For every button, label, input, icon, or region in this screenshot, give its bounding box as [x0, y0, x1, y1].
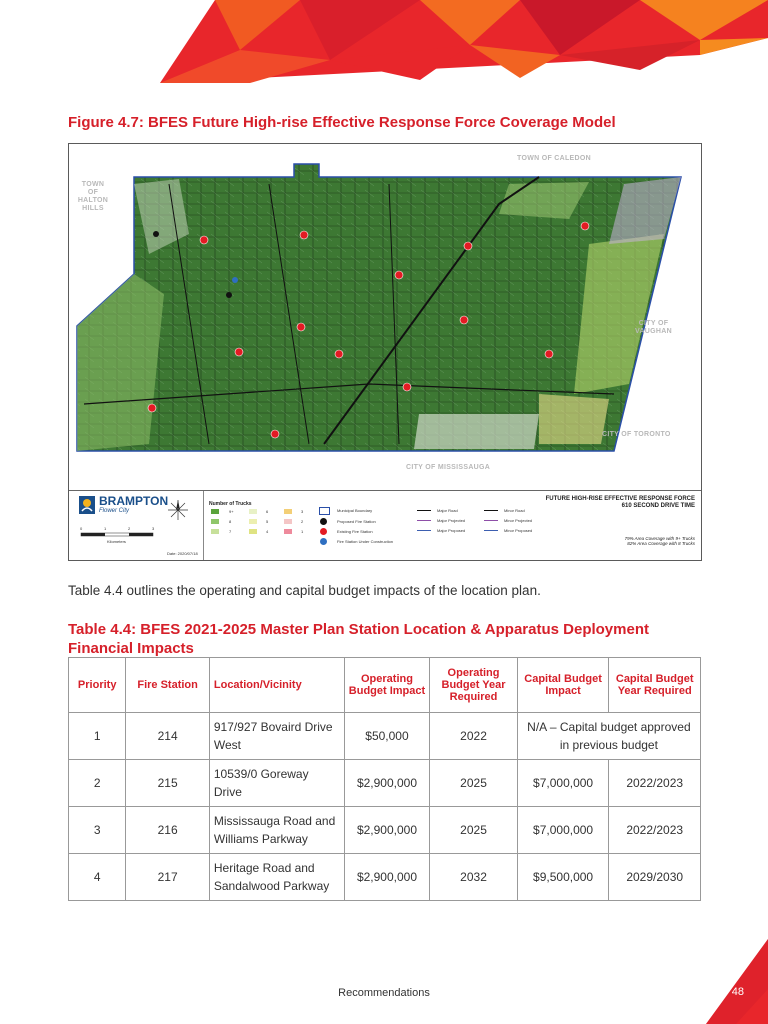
scale-tick: 1 [104, 526, 107, 531]
label-caledon: TOWN OF CALEDON [517, 155, 591, 162]
col-header: Capital Budget Impact [517, 658, 609, 713]
legend-main-title: FUTURE HIGH-RISE EFFECTIVE RESPONSE FORCE [545, 496, 695, 502]
cap-year-cell: 2022/2023 [609, 807, 701, 854]
scale-tick: 0 [80, 526, 83, 531]
label-mississauga: CITY OF MISSISSAUGA [406, 464, 491, 471]
op-year-cell: 2032 [430, 854, 518, 901]
truck-class-label: 3 [301, 509, 304, 514]
scale-label: Kilometers [107, 539, 126, 544]
cap-impact-cell: $9,500,000 [517, 854, 609, 901]
header-banner [0, 0, 768, 90]
legend-road: Major Proposed [437, 528, 466, 533]
table-title: Table 4.4: BFES 2021-2025 Master Plan Station Location & Apparatus Deployment Financial Impacts [68, 621, 649, 657]
legend-sub-title: 610 SECOND DRIVE TIME [621, 503, 695, 509]
op-impact-cell: $2,900,000 [344, 760, 430, 807]
legend-symbol: Municipal Boundary [337, 508, 373, 513]
page-number: 48 [731, 986, 744, 998]
footer-section-label: Recommendations [338, 987, 430, 999]
scale-tick: 3 [152, 526, 155, 531]
logo-name: BRAMPTON [99, 494, 169, 508]
priority-cell: 4 [69, 854, 126, 901]
legend-symbol: Fire Station Under Construction [337, 539, 394, 544]
cap-year-cell: 2029/2030 [609, 854, 701, 901]
station-cell: 217 [126, 854, 210, 901]
coverage-map [68, 143, 702, 561]
scale-bar [79, 531, 159, 539]
legend-summary [546, 496, 695, 546]
flower-logo-icon [79, 496, 95, 514]
intro-paragraph: Table 4.4 outlines the operating and capital budget impacts of the location plan. [68, 583, 541, 598]
figure-title: Figure 4.7: BFES Future High-rise Effective Response Force Coverage Model [68, 114, 616, 131]
op-year-cell: 2025 [430, 807, 518, 854]
truck-class-label: 8 [229, 519, 232, 524]
map-date: Date: 2020/07/18 [167, 551, 198, 556]
capital-merged-cell: N/A – Capital budget approved in previous budget [517, 713, 700, 760]
op-impact-cell: $2,900,000 [344, 807, 430, 854]
map-legend [69, 490, 701, 561]
truck-class-label: 1 [301, 529, 304, 534]
trucks-legend-title: Number of Trucks [209, 501, 252, 507]
truck-class-label: 5 [266, 519, 269, 524]
cap-impact-cell: $7,000,000 [517, 760, 609, 807]
station-cell: 214 [126, 713, 210, 760]
legend-road: Minor Road [504, 508, 525, 513]
legend-road: Major Projected [437, 518, 466, 523]
corner-triangle [706, 939, 768, 1024]
col-header: Priority [69, 658, 126, 713]
location-cell: 917/927 Bovaird Drive West [209, 713, 344, 760]
label-halton-hills: TOWN OF HALTON HILLS [77, 181, 109, 212]
budget-table [68, 657, 701, 901]
legend-road: Major Road [437, 508, 458, 513]
table-row [69, 713, 701, 760]
col-header: Operating Budget Year Required [430, 658, 518, 713]
cap-year-cell: 2022/2023 [609, 760, 701, 807]
op-year-cell: 2025 [430, 760, 518, 807]
op-impact-cell: $50,000 [344, 713, 430, 760]
location-cell: Mississauga Road and Williams Parkway [209, 807, 344, 854]
truck-class-label: 4 [266, 529, 269, 534]
location-cell: 10539/0 Goreway Drive [209, 760, 344, 807]
col-header: Fire Station [126, 658, 210, 713]
truck-class-label: 2 [301, 519, 304, 524]
op-impact-cell: $2,900,000 [344, 854, 430, 901]
table-row [69, 854, 701, 901]
priority-cell: 2 [69, 760, 126, 807]
col-header: Location/Vicinity [209, 658, 344, 713]
truck-class-label: 9+ [229, 509, 234, 514]
brampton-logo [69, 491, 204, 561]
legend-symbol: Existing Fire Station [337, 529, 373, 534]
legend-symbol: Proposed Fire Station [337, 519, 376, 524]
location-cell: Heritage Road and Sandalwood Parkway [209, 854, 344, 901]
station-cell: 215 [126, 760, 210, 807]
station-cell: 216 [126, 807, 210, 854]
truck-class-label: 6 [266, 509, 269, 514]
table-row [69, 807, 701, 854]
truck-class-label: 7 [229, 529, 232, 534]
scale-tick: 2 [128, 526, 131, 531]
label-toronto: CITY OF TORONTO [602, 431, 671, 438]
legend-road: Minor Projected [504, 518, 533, 523]
coverage-note: 79% Area Coverage with 9+ Trucks [624, 536, 695, 541]
table-header-row [69, 658, 701, 713]
north-arrow-icon [167, 499, 189, 521]
col-header: Capital Budget Year Required [609, 658, 701, 713]
logo-tagline: Flower City [99, 508, 130, 514]
label-vaughan: CITY OF VAUGHAN [635, 320, 672, 335]
priority-cell: 3 [69, 807, 126, 854]
legend-road: Minor Proposed [504, 528, 533, 533]
op-year-cell: 2022 [430, 713, 518, 760]
table-row [69, 760, 701, 807]
col-header: Operating Budget Impact [344, 658, 430, 713]
coverage-note: 82% Area Coverage with 8 Trucks [627, 541, 695, 546]
priority-cell: 1 [69, 713, 126, 760]
cap-impact-cell: $7,000,000 [517, 807, 609, 854]
